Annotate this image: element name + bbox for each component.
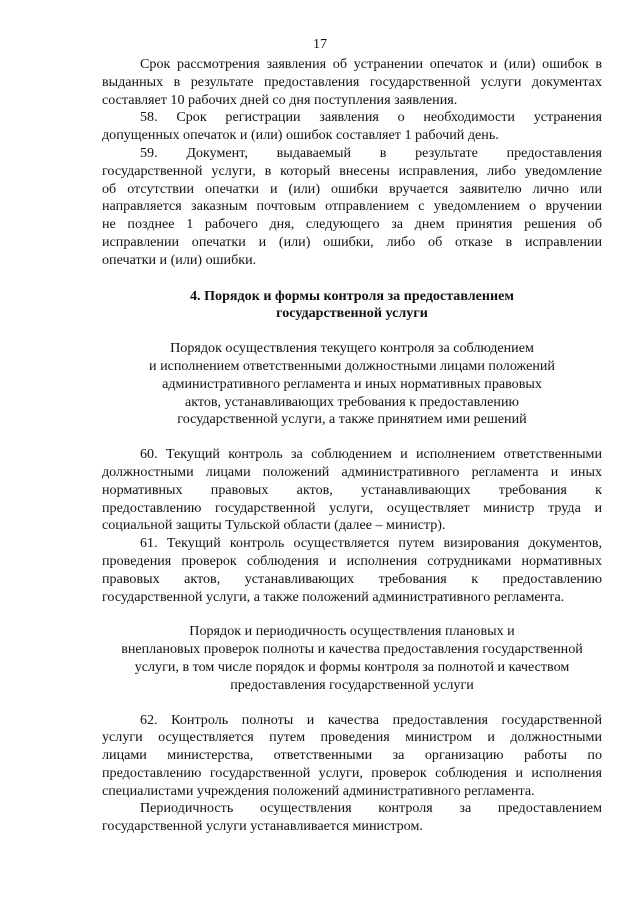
heading-line: государственной услуги — [276, 305, 428, 322]
text-line: социальной защиты Тульской области (далее – министр). — [102, 517, 446, 534]
subsection-line: актов, устанавливающих требования к предоставлению — [184, 393, 520, 410]
text-line: 58. Срок регистрации заявления о необходимости устранения — [140, 109, 602, 126]
subsection-line: Порядок и периодичность осуществления плановых и — [189, 623, 515, 640]
text-line: опечатки и (или) ошибки. — [102, 251, 257, 268]
section-heading — [102, 288, 602, 324]
text-line: 62. Контроль полноты и качества предоставления государственной — [140, 711, 602, 728]
text-line: правовых актов, устанавливающих требования к предоставлению — [102, 570, 602, 587]
text-line: должностными лицами положений административного регламента и иных — [102, 463, 602, 480]
paragraph-correction-period — [102, 56, 602, 109]
heading-line: 4. Порядок и формы контроля за предоставлением — [189, 287, 515, 304]
text-line: допущенных опечаток и (или) ошибок составляет 1 рабочий день. — [102, 127, 499, 144]
paragraph-59 — [102, 145, 602, 270]
text-line: 61. Текущий контроль осуществляется путем визирования документов, — [140, 535, 602, 552]
text-line: Срок рассмотрения заявления об устранении опечаток и (или) ошибок в — [140, 56, 602, 72]
text-line: нормативных правовых актов, устанавливающих требования к — [102, 481, 602, 498]
text-line: не позднее 1 рабочего дня, следующего за днем принятия решения об — [102, 216, 602, 233]
subsection-line: административного регламента и иных нормативных правовых — [162, 375, 542, 392]
subsection-line: и исполнением ответственными должностными лицами положений — [149, 357, 555, 374]
paragraph-61 — [102, 535, 602, 606]
document-body — [102, 56, 602, 836]
text-line: Периодичность осуществления контроля за предоставлением — [140, 800, 602, 817]
subsection-line: Порядок осуществления текущего контроля за соблюдением — [170, 340, 534, 357]
subsection-line: государственной услуги, а также принятием ими решений — [177, 411, 527, 428]
page-number: 17 — [312, 36, 328, 52]
text-line: об отсутствии опечатки и (или) ошибки вручается заявителю лично или — [102, 180, 602, 197]
subsection-line: внеплановых проверок полноты и качества предоставления государственной — [121, 641, 583, 658]
paragraph-58 — [102, 109, 602, 145]
text-line: государственной услуги, а также положений административного регламента. — [102, 588, 565, 605]
text-line: 59. Документ, выдаваемый в результате предоставления — [140, 144, 602, 161]
text-line: государственной услуги, в который внесены исправления, либо уведомление — [102, 162, 602, 179]
paragraph-62 — [102, 712, 602, 801]
subsection-title-inspections — [102, 623, 602, 694]
text-line: услуги осуществляется путем проведения министром и должностными — [102, 729, 602, 746]
text-line: предоставлению государственной услуги, проверок соблюдения и исполнения — [102, 764, 602, 781]
text-line: государственной услуги устанавливается министром. — [102, 818, 423, 835]
text-line: выданных в результате предоставления государственной услуги документах — [102, 73, 602, 90]
subsection-title-current-control — [102, 340, 602, 429]
text-line: специалистами учреждения положений административного регламента. — [102, 782, 535, 799]
paragraph-periodicity — [102, 800, 602, 836]
text-line: 60. Текущий контроль за соблюдением и исполнением ответственными — [140, 446, 602, 463]
subsection-line: предоставления государственной услуги — [230, 676, 474, 693]
text-line: исправлении опечатки и (или) ошибки, либо об отказе в исправлении — [102, 233, 602, 250]
paragraph-60 — [102, 446, 602, 535]
text-line: предоставлению государственной услуги, осуществляет министр труда и — [102, 499, 602, 516]
text-line: составляет 10 рабочих дней со дня поступления заявления. — [102, 91, 458, 108]
text-line: лицами министерства, ответственными за организацию работы по — [102, 747, 602, 764]
text-line: направляется заказным почтовым отправлением с уведомлением о вручении — [102, 198, 602, 215]
subsection-line: услуги, в том числе порядок и формы контроля за полнотой и качеством — [134, 658, 570, 675]
text-line: проведения проверок соблюдения и исполнения сотрудниками нормативных — [102, 552, 602, 569]
